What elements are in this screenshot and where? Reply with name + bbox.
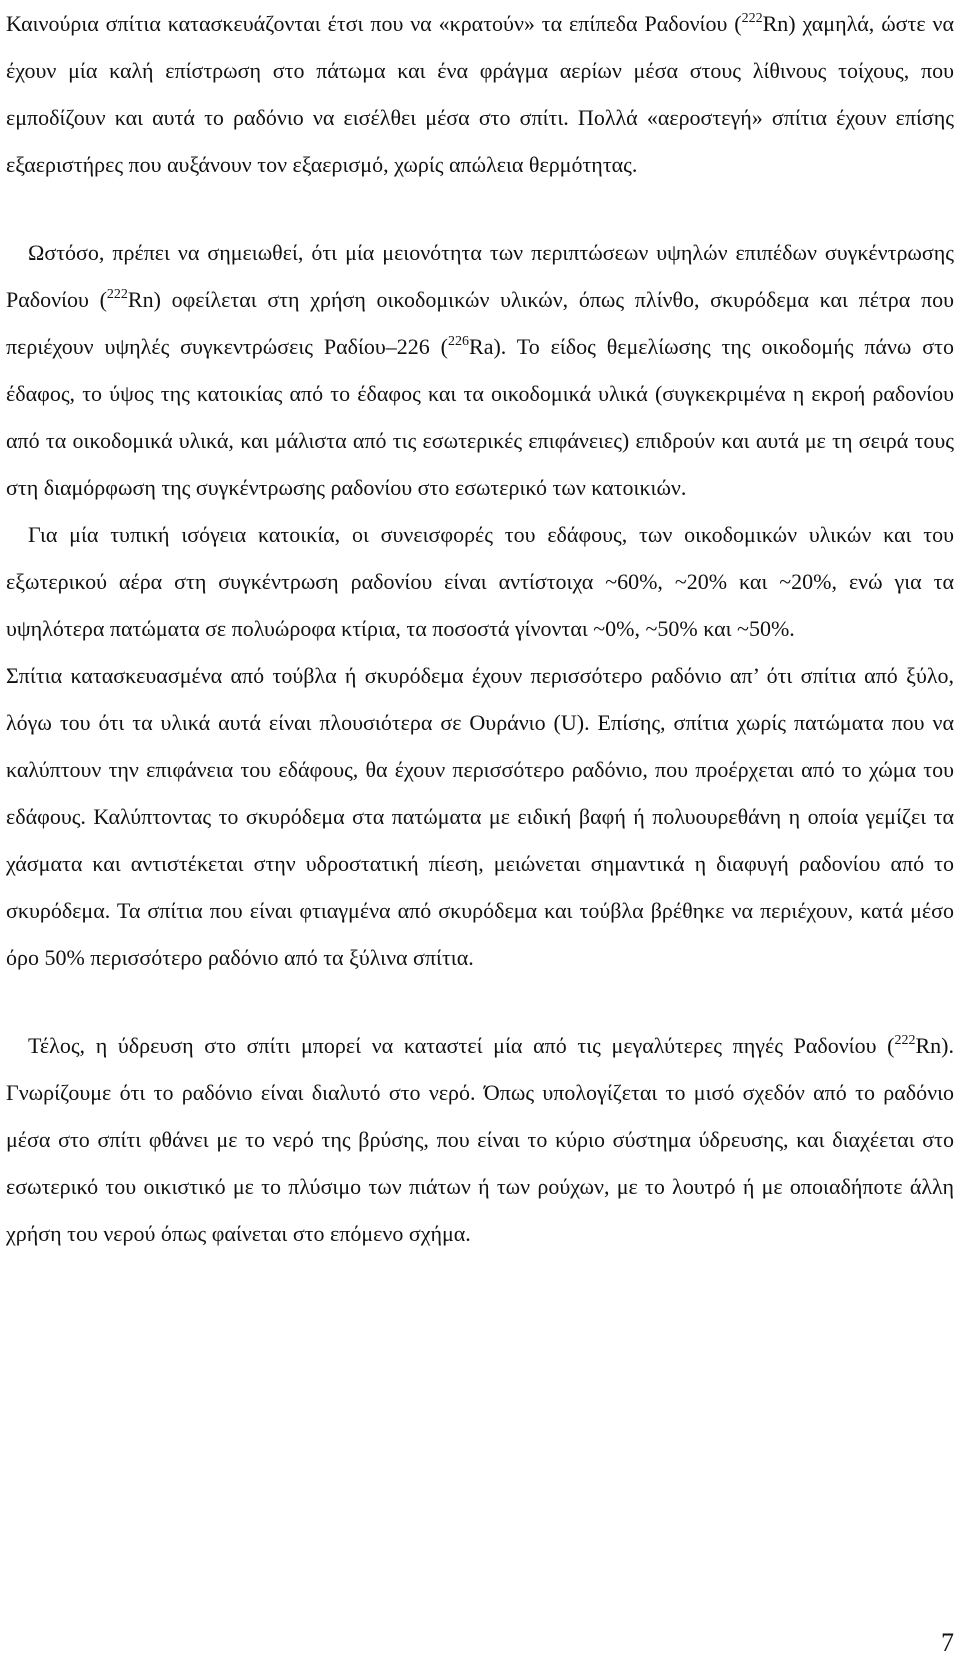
page-number: 7	[941, 1628, 954, 1657]
text-run: Για μία τυπική ισόγεια κατοικία, οι συνεισφορές του εδάφους, των οικοδομικών υλικών και του εξωτερικού αέρα στη συγκέντρωση ραδονίου είναι αντίστοιχα ~60%, ~20% και ~20%, ενώ για τα υψηλότερα πατώματα σε πολυώροφα κτίρια, τα ποσοστά γίνονται ~0%, ~50% και ~50%.	[6, 522, 954, 641]
text-run: Ra). Το είδος θεμελίωσης της οικοδομής πάνω στο έδαφος, το ύψος της κατοικίας από το έδαφος και τα οικοδομικά υλικά (συγκεκριμένα η εκροή ραδονίου από τα οικοδομικά υλικά, και μάλιστα από τις εσωτερικές επιφάνειες) επιδρούν και αυτά με τη σειρά τους στη διαμόρφωση της συγκέντρωσης ραδονίου στο εσωτερικό των κατοικιών.	[6, 334, 954, 500]
paragraph-building-materials	[6, 229, 954, 511]
paragraph-contributions	[6, 511, 954, 652]
document-page	[6, 0, 954, 1257]
isotope-superscript: 226	[448, 334, 470, 349]
paragraph-new-houses	[6, 0, 954, 188]
text-run: Rn) χαμηλά, ώστε να έχουν μία καλή επίστρωση στο πάτωμα και ένα φράγμα αερίων μέσα στους λίθινους τοίχους, που εμποδίζουν και αυτά το ραδόνιο να εισέλθει μέσα στο σπίτι. Πολλά «αεροστεγή» σπίτια έχουν επίσης εξαεριστήρες που αυξάνουν τον εξαερισμό, χωρίς απώλεια θερμότητας.	[6, 11, 954, 177]
text-run: Καινούρια σπίτια κατασκευάζονται έτσι που να «κρατούν» τα επίπεδα Ραδονίου (	[6, 11, 742, 36]
paragraph-brick-vs-wood	[6, 652, 954, 981]
text-run: Τέλος, η ύδρευση στο σπίτι μπορεί να καταστεί μία από τις μεγαλύτερες πηγές Ραδονίου (	[28, 1033, 895, 1058]
isotope-superscript: 222	[741, 11, 763, 26]
text-run: Ωστόσο, πρέπει να σημειωθεί, ότι μία μειονότητα των περιπτώσεων υψηλών επιπέδων συγκέντρωσης Ραδονίου (	[6, 240, 954, 312]
text-run: Rn). Γνωρίζουμε ότι το ραδόνιο είναι διαλυτό στο νερό. Όπως υπολογίζεται το μισό σχεδόν από το ραδόνιο μέσα στο σπίτι φθάνει με το νερό της βρύσης, που είναι το κύριο σύστημα ύδρευσης, και διαχέεται στο εσωτερικό του οικιστικό με το πλύσιμο των πιάτων ή των ρούχων, με το λουτρό ή με οποιαδήποτε άλλη χρήση του νερού όπως φαίνεται στο επόμενο σχήμα.	[6, 1033, 954, 1246]
isotope-superscript: 222	[894, 1033, 916, 1048]
paragraph-water-supply	[6, 1022, 954, 1257]
text-run: Rn) οφείλεται στη χρήση οικοδομικών υλικών, όπως πλίνθο, σκυρόδεμα και πέτρα που περιέχουν υψηλές συγκεντρώσεις Ραδίου–226 (	[6, 287, 954, 359]
isotope-superscript: 222	[106, 287, 128, 302]
text-run: Σπίτια κατασκευασμένα από τούβλα ή σκυρόδεμα έχουν περισσότερο ραδόνιο απ’ ότι σπίτια από ξύλο, λόγω του ότι τα υλικά αυτά είναι πλουσιότερα σε Ουράνιο (U). Επίσης, σπίτια χωρίς πατώματα που να καλύπτουν την επιφάνεια του εδάφους, θα έχουν περισσότερο ραδόνιο, που προέρχεται από το χώμα του εδάφους. Καλύπτοντας το σκυρόδεμα στα πατώματα με ειδική βαφή ή πολυουρεθάνη η οποία γεμίζει τα χάσματα και αντιστέκεται στην υδροστατική πίεση, μειώνεται σημαντικά η διαφυγή ραδονίου από το σκυρόδεμα. Τα σπίτια που είναι φτιαγμένα από σκυρόδεμα και τούβλα βρέθηκε να περιέχουν, κατά μέσο όρο 50% περισσότερο ραδόνιο από τα ξύλινα σπίτια.	[6, 663, 954, 970]
